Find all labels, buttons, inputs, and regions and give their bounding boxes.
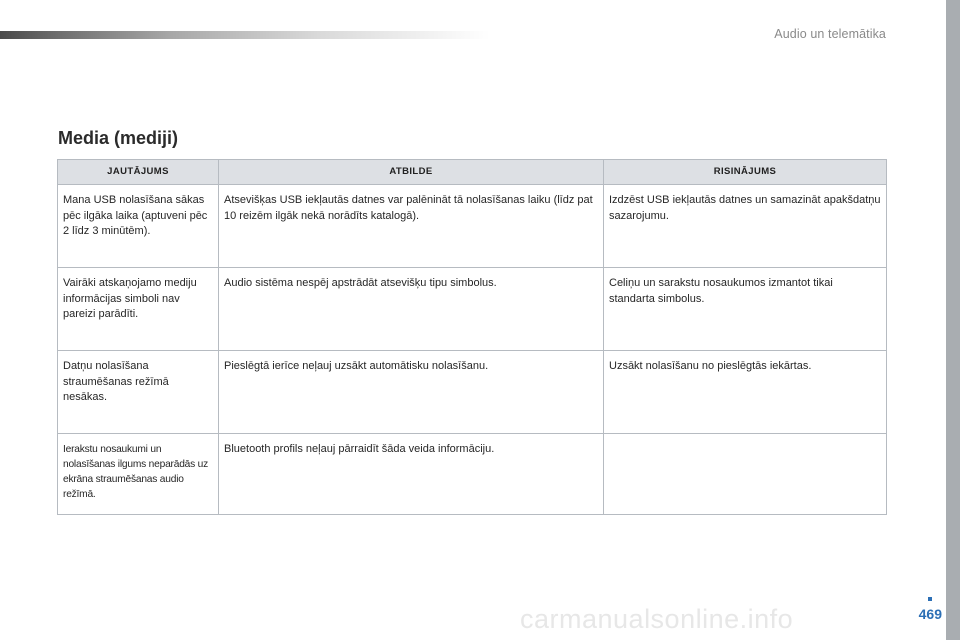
answer-cell: Pieslēgtā ierīce neļauj uzsākt automātisku nolasīšanu. bbox=[219, 351, 604, 434]
table-header-row bbox=[58, 160, 887, 185]
chapter-title: Audio un telemātika bbox=[774, 27, 886, 41]
side-strip bbox=[946, 0, 960, 640]
table-row bbox=[58, 351, 887, 434]
table-row bbox=[58, 185, 887, 268]
table-row bbox=[58, 434, 887, 515]
solution-cell: Uzsākt nolasīšanu no pieslēgtās iekārtas. bbox=[604, 351, 887, 434]
question-cell: Mana USB nolasīšana sākas pēc ilgāka laika (aptuveni pēc 2 līdz 3 minūtēm). bbox=[58, 185, 219, 268]
solution-cell: Izdzēst USB iekļautās datnes un samazināt apakšdatņu sazarojumu. bbox=[604, 185, 887, 268]
page-title: Media (mediji) bbox=[58, 128, 179, 148]
faq-table bbox=[57, 159, 887, 515]
answer-cell: Bluetooth profils neļauj pārraidīt šāda veida informāciju. bbox=[219, 434, 604, 515]
page-marker-dot bbox=[928, 597, 932, 601]
answer-cell: Atsevišķas USB iekļautās datnes var palēnināt tā nolasīšanas laiku (līdz pat 10 reizēm ilgāk nekā norādīts katalogā). bbox=[219, 185, 604, 268]
page-number: 469 bbox=[918, 606, 942, 622]
answer-cell: Audio sistēma nespēj apstrādāt atsevišķu tipu simbolus. bbox=[219, 268, 604, 351]
question-cell: Vairāki atskaņojamo mediju informācijas simboli nav pareizi parādīti. bbox=[58, 268, 219, 351]
solution-cell bbox=[604, 434, 887, 515]
column-header-answer: ATBILDE bbox=[219, 160, 604, 185]
column-header-question: JAUTĀJUMS bbox=[58, 160, 219, 185]
table-row bbox=[58, 268, 887, 351]
column-header-solution: RISINĀJUMS bbox=[604, 160, 887, 185]
header-gradient-bar bbox=[0, 31, 490, 39]
watermark: carmanualsonline.info bbox=[520, 604, 794, 634]
solution-cell: Celiņu un sarakstu nosaukumos izmantot tikai standarta simbolus. bbox=[604, 268, 887, 351]
question-cell: Datņu nolasīšana straumēšanas režīmā nesākas. bbox=[58, 351, 219, 434]
question-cell: Ierakstu nosaukumi un nolasīšanas ilgums neparādās uz ekrāna straumēšanas audio režīmā. bbox=[58, 434, 219, 515]
